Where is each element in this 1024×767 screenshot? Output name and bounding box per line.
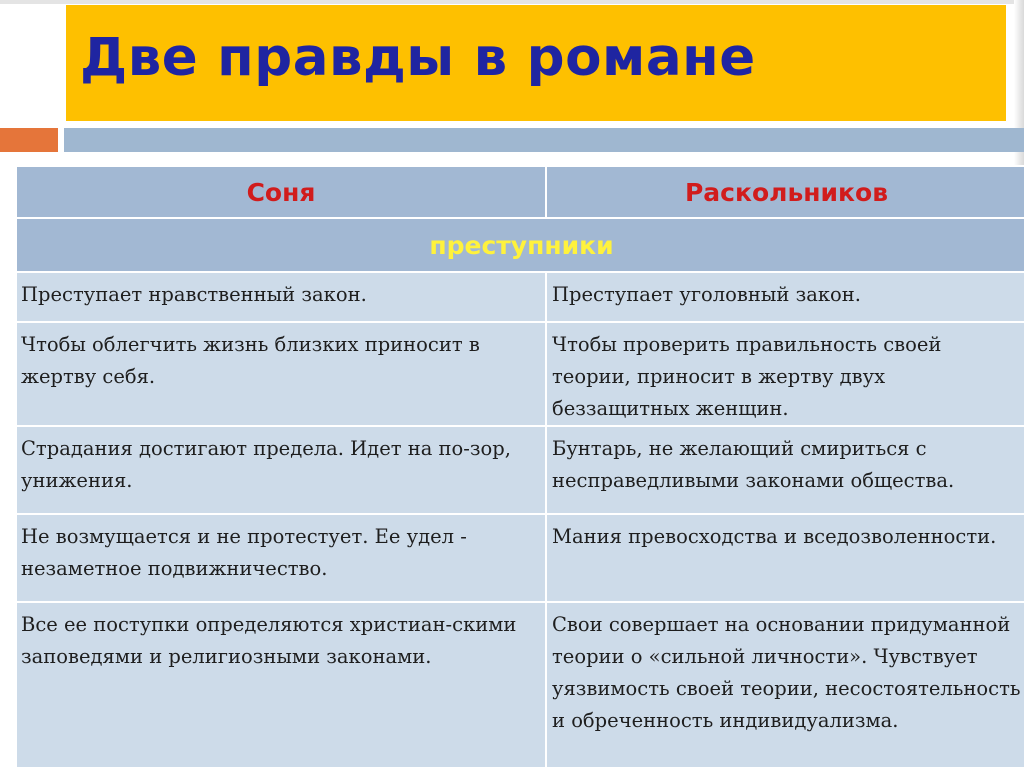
table-cell-sonya: Страдания достигают предела. Идет на по-зор, унижения.	[16, 426, 546, 514]
table-row	[16, 602, 1024, 767]
table-cell-raskolnikov: Свои совершает на основании придуманной теории о «сильной личности». Чувствует уязвимость своей теории, несостоятельность и обреченность индивидуализма.	[546, 602, 1024, 767]
table-cell-sonya: Не возмущается и не протестует. Ее удел - незаметное подвижничество.	[16, 514, 546, 602]
title-banner	[66, 5, 1006, 121]
accent-square	[0, 128, 58, 152]
table-row	[16, 514, 1024, 602]
accent-bar	[64, 128, 1024, 152]
slide-top-edge	[0, 0, 1024, 4]
column-header-sonya: Соня	[16, 166, 546, 218]
table-cell-sonya: Преступает нравственный закон.	[16, 272, 546, 322]
table-row	[16, 272, 1024, 322]
table-row	[16, 426, 1024, 514]
table-cell-sonya: Чтобы облегчить жизнь близких приносит в жертву себя.	[16, 322, 546, 426]
table-cell-raskolnikov: Мания превосходства и вседозволенности.	[546, 514, 1024, 602]
column-header-raskolnikov: Раскольников	[546, 166, 1024, 218]
slide-title: Две правды в романе	[80, 26, 756, 88]
table-header-row	[16, 166, 1024, 218]
table-cell-raskolnikov: Преступает уголовный закон.	[546, 272, 1024, 322]
comparison-table	[15, 165, 1024, 767]
table-row	[16, 322, 1024, 426]
table-cell-raskolnikov: Чтобы проверить правильность своей теории, приносит в жертву двух беззащитных женщин.	[546, 322, 1024, 426]
table-cell-sonya: Все ее поступки определяются христиан-скими заповедями и религиозными законами.	[16, 602, 546, 767]
table-cell-raskolnikov: Бунтарь, не желающий смириться с несправедливыми законами общества.	[546, 426, 1024, 514]
section-label: преступники	[16, 218, 1024, 272]
table-section-row	[16, 218, 1024, 272]
